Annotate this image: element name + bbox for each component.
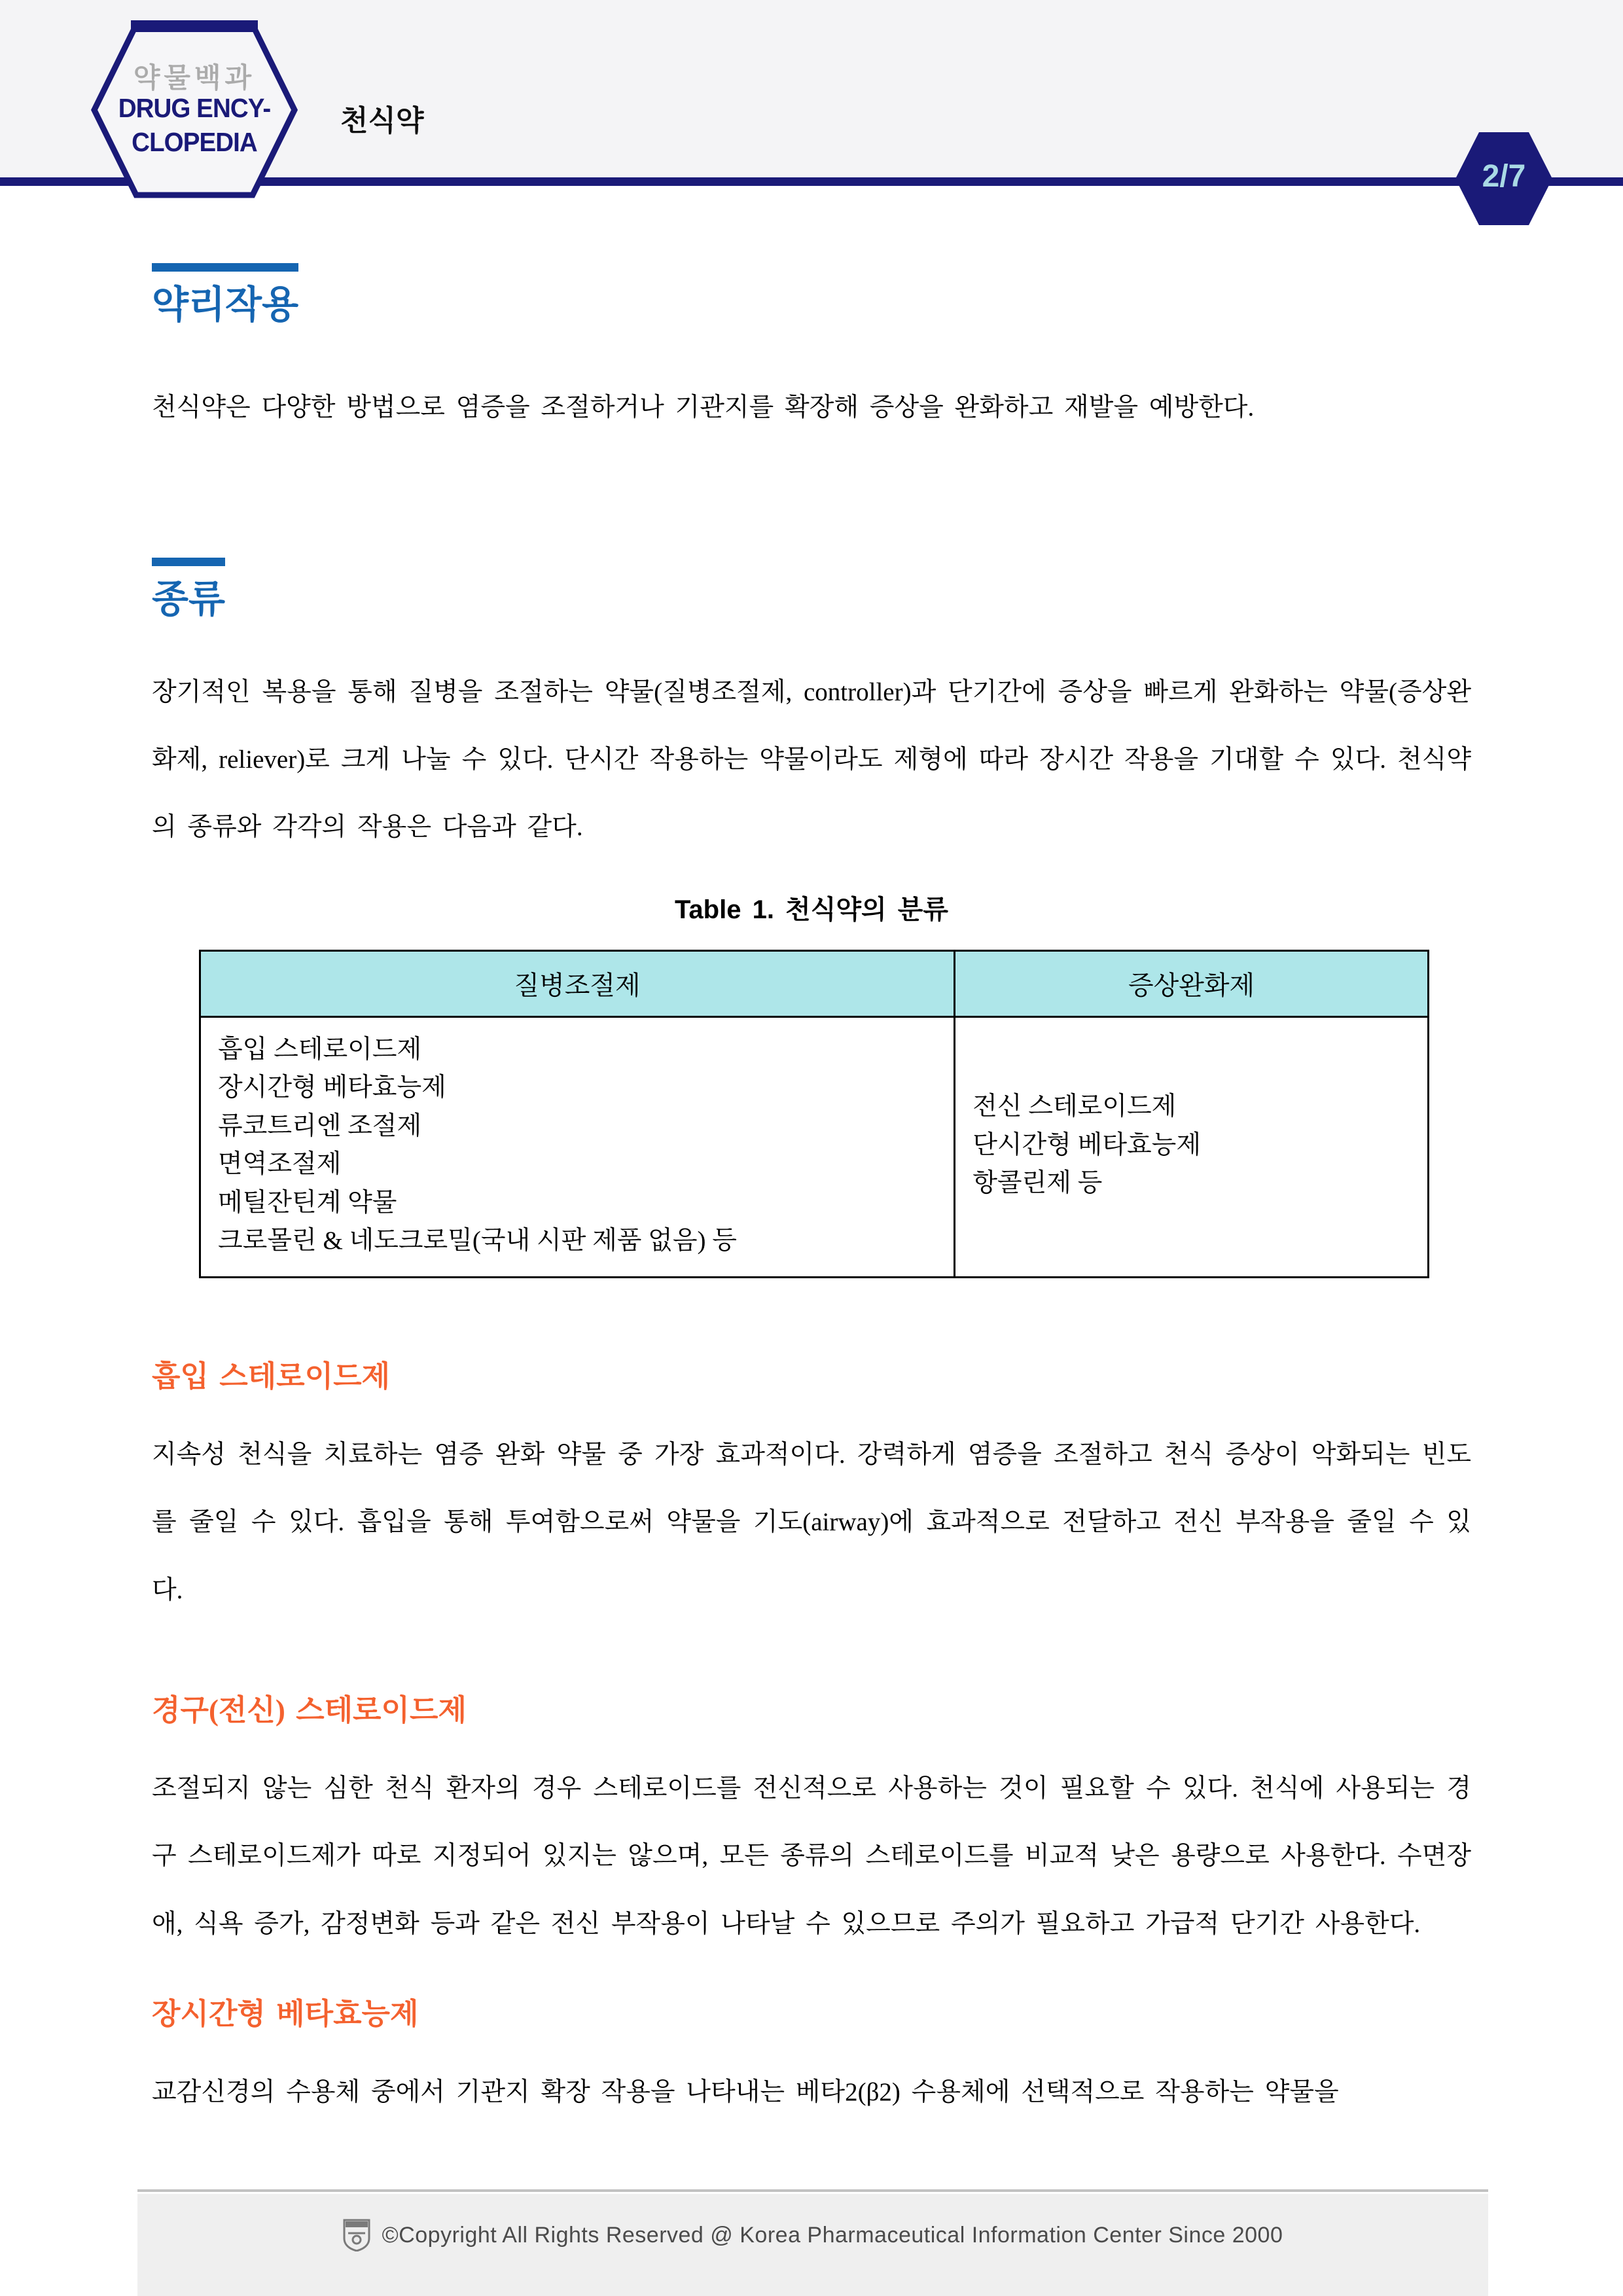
content-area xyxy=(152,186,1471,2126)
subsection-title-inhaled-steroids: 흡입 스테로이드제 xyxy=(152,1359,391,1393)
reliever-item: 전신 스테로이드제 xyxy=(972,1092,1177,1121)
controller-item: 장시간형 베타효능제 xyxy=(218,1073,446,1102)
subsection-title-oral-steroids: 경구(전신) 스테로이드제 xyxy=(152,1693,467,1727)
table-caption: Table 1. 천식약의 분류 xyxy=(674,895,949,924)
types-paragraph: 장기적인 복용을 통해 질병을 조절하는 약물(질병조절제, controller)과 단기간에 증상을 빠르게 완화하는 약물(증상완화제, reliever)로 크게 나눌 수 있다. 단시간 작용하는 약물이라도 제형에 따라 장시간 작용을 기대할 수 있다. 천식약의 종류와 각각의 작용은 다음과 같다. xyxy=(152,677,1471,842)
page-title: 천식약 xyxy=(340,105,424,137)
footer-content xyxy=(343,2219,1283,2251)
asthma-drug-classification-table xyxy=(199,950,1429,1278)
logo-korean-title: 약물백과 xyxy=(133,62,256,93)
controller-item: 크로몰린 & 네도크로밀(국내 시판 제품 없음) 등 xyxy=(218,1227,737,1255)
logo-english-line1: DRUG ENCY- xyxy=(118,93,271,123)
controller-item: 면역조절제 xyxy=(218,1150,342,1179)
table-header-row xyxy=(200,950,1429,1016)
logo-english-line2: CLOPEDIA xyxy=(132,127,257,157)
section-title-pharmacology: 약리작용 xyxy=(152,283,299,326)
section-title-types: 종류 xyxy=(152,577,226,620)
column-header-controller: 질병조절제 xyxy=(200,950,955,1016)
footer-rule-line xyxy=(137,2189,1488,2192)
section-pharmacology-header xyxy=(152,263,336,328)
section-accent-bar xyxy=(152,558,225,566)
controller-cell xyxy=(200,1016,955,1277)
section-types-header xyxy=(152,558,263,622)
oral-steroids-paragraph: 조절되지 않는 심한 천식 환자의 경우 스테로이드를 전신적으로 사용하는 것이 필요할 수 있다. 천식에 사용되는 경구 스테로이드제가 따로 지정되어 있지는 않으며, 모든 종류의 스테로이드를 비교적 낮은 용량으로 사용한다. 수면장애, 식욕 증가, 감정변화 등과 같은 전신 부작용이 나타날 수 있으므로 주의가 필요하고 가급적 단기간 사용한다. xyxy=(152,1774,1471,1938)
kpic-shield-icon xyxy=(343,2219,370,2251)
reliever-item: 단시간형 베타효능제 xyxy=(972,1130,1202,1159)
controller-item: 메틸잔틴계 약물 xyxy=(218,1188,397,1217)
pharmacology-paragraph: 천식약은 다양한 방법으로 염증을 조절하거나 기관지를 확장해 증상을 완화하고 재발을 예방한다. xyxy=(152,393,1255,422)
drug-encyclopedia-logo xyxy=(90,20,298,200)
subsection-title-long-acting-beta-agonists: 장시간형 베타효능제 xyxy=(152,1998,419,2031)
reliever-cell xyxy=(955,1016,1429,1277)
controller-item: 흡입 스테로이드제 xyxy=(218,1035,422,1064)
page-number: 2/7 xyxy=(1482,159,1526,194)
inhaled-steroids-paragraph: 지속성 천식을 치료하는 염증 완화 약물 중 가장 효과적이다. 강력하게 염증을 조절하고 천식 증상이 악화되는 빈도를 줄일 수 있다. 흡입을 통해 투여함으로써 약물을 기도(airway)에 효과적으로 전달하고 전신 부작용을 줄일 수 있다. xyxy=(152,1440,1471,1604)
column-header-reliever: 증상완화제 xyxy=(955,950,1429,1016)
reliever-item: 항콜린제 등 xyxy=(972,1169,1103,1198)
table-body-row xyxy=(200,1016,1429,1277)
section-accent-bar xyxy=(152,263,298,272)
footer xyxy=(137,2194,1488,2296)
long-acting-beta-agonists-paragraph: 교감신경의 수용체 중에서 기관지 확장 작용을 나타내는 베타2(β2) 수용체에 선택적으로 작용하는 약물을 xyxy=(152,2078,1339,2107)
copyright-text: ©Copyright All Rights Reserved @ Korea Pharmaceutical Information Center Since 2000 xyxy=(382,2222,1283,2248)
controller-item: 류코트리엔 조절제 xyxy=(218,1111,422,1140)
